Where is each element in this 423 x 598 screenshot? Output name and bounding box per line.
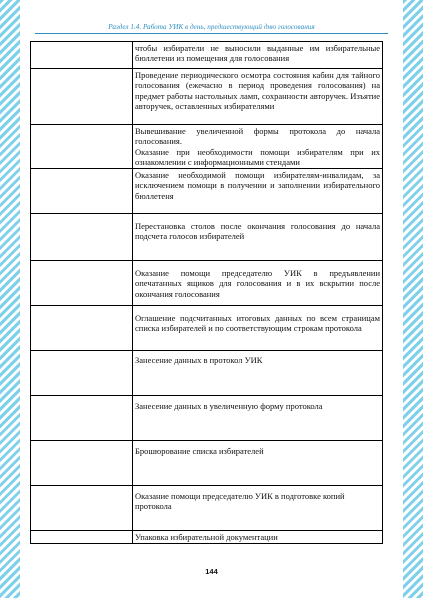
table-row <box>31 261 383 306</box>
empty-cell <box>31 396 133 441</box>
empty-cell <box>31 441 133 486</box>
duty-text: Оказание помощи председателю УИК в предъявлении опечатанных ящиков для голосования и в их вскрытии после окончания голосования <box>135 268 380 299</box>
table-row <box>31 169 383 214</box>
duty-cell <box>133 486 383 531</box>
header-rule <box>35 33 388 34</box>
duty-text: Оглашение подсчитанных итоговых данных по всем страницам списка избирателей и по соответствующим строкам протокола <box>135 313 380 334</box>
empty-cell <box>31 531 133 544</box>
duty-text: Вывешивание увеличенной формы протокола до начала голосования. <box>135 126 380 147</box>
right-decorative-stripe <box>403 0 423 598</box>
empty-cell <box>31 306 133 351</box>
empty-cell <box>31 42 133 69</box>
table-row <box>31 396 383 441</box>
duty-text: Занесение данных в увеличенную форму протокола <box>135 401 323 412</box>
duty-text: Оказание помощи председателю УИК в подготовке копий протокола <box>135 491 345 512</box>
left-decorative-stripe <box>0 0 20 598</box>
duty-text: Брошюрование списка избирателей <box>135 446 264 457</box>
empty-cell <box>31 351 133 396</box>
duty-text: Оказание необходимой помощи избирателям-инвалидам, за исключением помощи в получении и заполнении избирательного бюллетеня <box>135 170 380 201</box>
duty-cell <box>133 214 383 261</box>
empty-cell <box>31 69 133 125</box>
duty-text: Упаковка избирательной документации <box>135 532 278 543</box>
table-row <box>31 531 383 544</box>
duties-table <box>30 41 383 544</box>
empty-cell <box>31 169 133 214</box>
duty-text: Проведение периодического осмотра состояния кабин для тайного голосования (ежечасно в период проведения голосования) на предмет работы настольных ламп, сохранности авторучек. Изъятие авторучек, оставленных избирателями <box>135 70 380 111</box>
duty-text: Оказание при необходимости помощи избирателям при их ознакомлении с информационными стендами <box>135 146 380 167</box>
duty-cell <box>133 396 383 441</box>
table-row <box>31 441 383 486</box>
duty-cell <box>133 42 383 69</box>
duty-cell <box>133 306 383 351</box>
table-row <box>31 69 383 125</box>
empty-cell <box>31 261 133 306</box>
table-row <box>31 42 383 69</box>
table-row <box>31 306 383 351</box>
page-number: 144 <box>205 567 218 576</box>
duty-cell <box>133 169 383 214</box>
duty-cell <box>133 351 383 396</box>
table-row <box>31 486 383 531</box>
table-row <box>31 214 383 261</box>
duty-text: Занесение данных в протокол УИК <box>135 355 263 366</box>
running-header: Раздел 1.4. Работа УИК в день, предшествующий дню голосования <box>108 23 315 31</box>
table-row <box>31 351 383 396</box>
empty-cell <box>31 125 133 169</box>
duty-text: чтобы избиратели не выносили выданные им избирательные бюллетени из помещения для голосования <box>135 43 380 64</box>
duty-text: Перестановка столов после окончания голосования до начала подсчета голосов избирателей <box>135 221 380 242</box>
duty-cell <box>133 69 383 125</box>
duty-cell <box>133 125 383 169</box>
empty-cell <box>31 214 133 261</box>
table-row <box>31 125 383 169</box>
empty-cell <box>31 486 133 531</box>
duty-cell <box>133 531 383 544</box>
duty-cell <box>133 441 383 486</box>
duty-cell <box>133 261 383 306</box>
